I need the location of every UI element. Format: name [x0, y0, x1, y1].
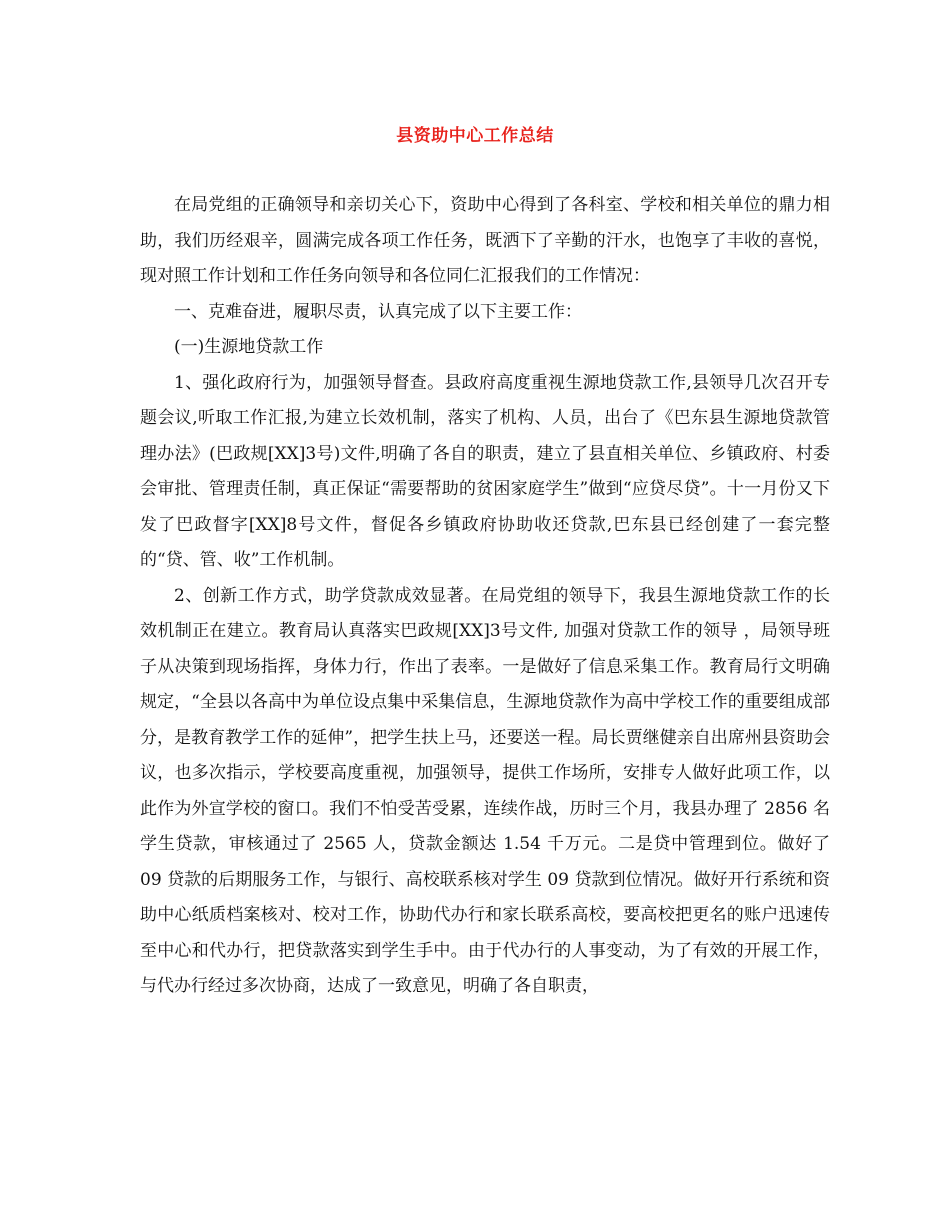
paragraph-item-1: 1、强化政府行为，加强领导督查。县政府高度重视生源地贷款工作,县领导几次召开专题会议,听取工作汇报,为建立长效机制，落实了机构、人员，出台了《巴东县生源地贷款管理办法》(巴政规[XX]3号)文件,明确了各自的职责，建立了县直相关单位、乡镇政府、村委会审批、管理责任制，真正保证“需要帮助的贫困家庭学生”做到“应贷尽贷”。十一月份又下发了巴政督字[XX]8号文件，督促各乡镇政府协助收还贷款,巴东县已经创建了一套完整的“贷、管、收”工作机制。: [140, 372, 830, 570]
document-title: 县资助中心工作总结: [396, 126, 554, 146]
document-body: [140, 188, 830, 1005]
paragraph-subsection-heading: (一)生源地贷款工作: [174, 337, 324, 357]
paragraph-item-2: 2、创新工作方式，助学贷款成效显著。在局党组的领导下，我县生源地贷款工作的长效机制正在建立。教育局认真落实巴政规[XX]3号文件, 加强对贷款工作的领导 ，局领导班子从决策到现场指挥，身体力行，作出了表率。一是做好了信息采集工作。教育局行文明确规定，“全县以各高中为单位设点集中采集信息，生源地贷款作为高中学校工作的重要组成部分，是教育教学工作的延伸”，把学生扶上马，还要送一程。局长贾继健亲自出席州县资助会议，也多次指示，学校要高度重视，加强领导，提供工作场所，安排专人做好此项工作，以此作为外宣学校的窗口。我们不怕受苦受累，连续作战，历时三个月，我县办理了 2856 名学生贷款，审核通过了 2565 人，贷款金额达 1.54 千万元。二是贷中管理到位。做好了 09 贷款的后期服务工作，与银行、高校联系核对学生 09 贷款到位情况。做好开行系统和资助中心纸质档案核对、校对工作，协助代办行和家长联系高校，要高校把更名的账户迅速传至中心和代办行，把贷款落实到学生手中。由于代办行的人事变动，为了有效的开展工作，与代办行经过多次协商，达成了一致意见，明确了各自职责，: [140, 585, 830, 996]
paragraph-section-heading: 一、克难奋进，履职尽责，认真完成了以下主要工作：: [174, 301, 582, 322]
paragraph-intro: 在局党组的正确领导和亲切关心下，资助中心得到了各科室、学校和相关单位的鼎力相助，我们历经艰辛，圆满完成各项工作任务，既洒下了辛勤的汗水，也饱享了丰收的喜悦，现对照工作计划和工作任务向领导和各位同仁汇报我们的工作情况：: [140, 195, 830, 286]
